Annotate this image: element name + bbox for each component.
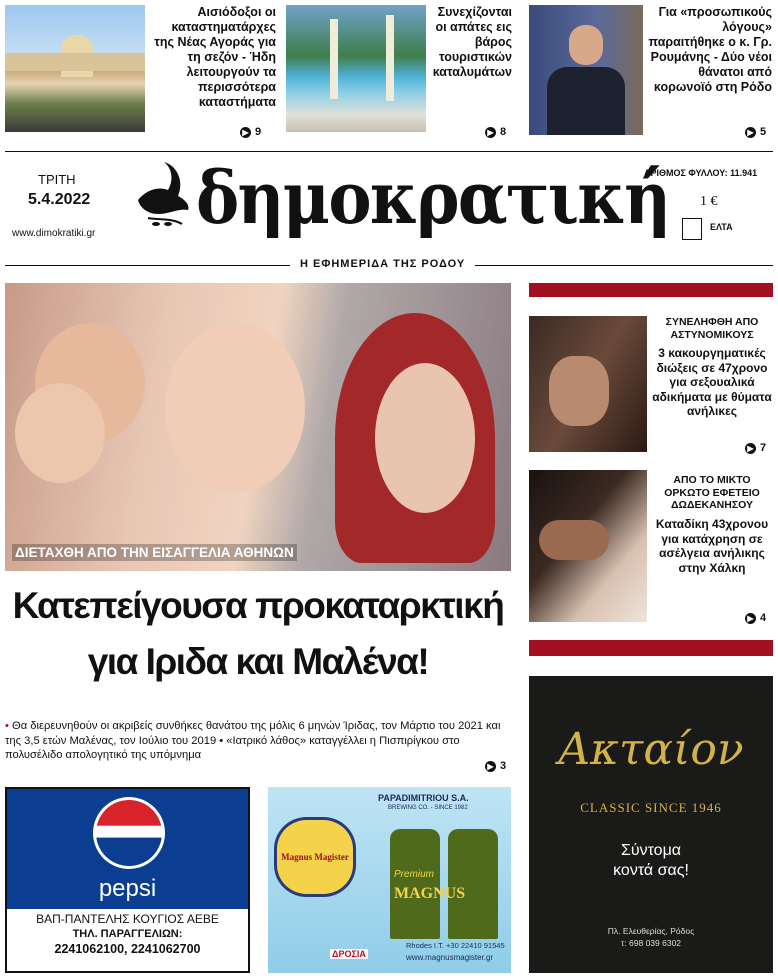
- ad-magnus[interactable]: [268, 787, 511, 973]
- pepsi-phones: 2241062100, 2241062700: [54, 942, 201, 956]
- side-story-1-text[interactable]: 3 κακουργηματικές διώξεις σε 47χρονο για σεξουαλικά αδικήματα με θύματα ανήλικες: [652, 346, 772, 418]
- lead-headline-line1[interactable]: Κατεπείγουσα προκαταρκτική: [12, 585, 504, 626]
- arrow-icon: ▶: [485, 127, 496, 138]
- magnus-contact: Rhodes I.T. +30 22410 91545: [406, 941, 505, 950]
- teaser-2-text[interactable]: Συνεχίζονται οι απάτες εις βάρος τουριστικών καταλυμάτων: [432, 5, 512, 79]
- aktaion-phone: τ: 698 039 6302: [620, 938, 682, 948]
- lead-headline-line2[interactable]: για Ιριδα και Μαλένα!: [87, 641, 429, 682]
- arrow-icon: ▶: [485, 761, 496, 772]
- masthead-day: ΤΡΙΤΗ: [38, 172, 76, 187]
- magnus-sub: BREWING CO. - SINCE 1982: [388, 805, 468, 811]
- teaser-2-pageref[interactable]: ▶ 8: [485, 126, 506, 138]
- lead-photo: [5, 283, 511, 571]
- masthead-issue: ΑΡΙΘΜΟΣ ΦΥΛΛΟΥ: 11.941: [644, 168, 758, 178]
- arrow-icon: ▶: [745, 127, 756, 138]
- lead-pageref[interactable]: ▶ 3: [485, 760, 506, 772]
- pepsi-orders-label: ΤΗΛ. ΠΑΡΑΓΓΕΛΙΩΝ:: [72, 928, 183, 940]
- red-bar-bottom: [529, 640, 773, 656]
- masthead-title: δημοκρατική: [196, 155, 670, 240]
- magnus-label: Magnus Magister: [281, 852, 349, 862]
- arrow-icon: ▶: [240, 127, 251, 138]
- magnus-beer: MAGNUS: [394, 885, 466, 902]
- masthead-price: 1 €: [700, 194, 718, 209]
- side-story-2-text[interactable]: Καταδίκη 43χρονου για κατάχρηση σε ασέλγεια ανήλικης στην Χάλκη: [655, 517, 769, 575]
- lead-summary-text: Θα διερευνηθούν οι ακριβείς συνθήκες θανάτου της μόλις 6 μηνών Ίριδας, τον Μάρτιο του 2021 και της 3,5 ετών Μαλένας, τον Ιούλιο του 2019 • «Ιατρικό λάθος» καταγγέλλει η Πισπιρίγκου στο πολυσέλιδο απολογητικό της υπόμνημα: [5, 720, 501, 761]
- magnus-company: PAPADIMITRIOU S.A.: [378, 793, 469, 803]
- magnus-bottles: [386, 829, 506, 939]
- pepsi-company: ΒΑΠ-ΠΑΝΤΕΛΗΣ ΚΟΥΓΙΟΣ ΑΕΒΕ: [36, 912, 219, 926]
- pepsi-info-box: [7, 909, 248, 971]
- side-story-2-pageref[interactable]: ▶ 4: [745, 612, 766, 624]
- arrow-icon: ▶: [745, 443, 756, 454]
- masthead-date: 5.4.2022: [28, 191, 91, 208]
- aktaion-classic: CLASSIC SINCE 1946: [580, 800, 722, 815]
- magnus-drosia: ΔΡΟΣΙΑ: [332, 949, 366, 959]
- teaser-photo-roumanis: [529, 5, 643, 135]
- elta-logo: ΕΛΤΑ: [710, 222, 733, 232]
- side-story-1-kicker: ΣΥΝΕΛΗΦΘΗ ΑΠΟ ΑΣΤΥΝΟΜΙΚΟΥΣ: [665, 316, 759, 341]
- aktaion-address: Πλ. Ελευθερίας, Ρόδος: [607, 926, 695, 936]
- teaser-photo-new-market: [5, 5, 145, 132]
- red-bar-top: [529, 283, 773, 297]
- side-photo-2: [529, 470, 647, 622]
- side-story-2-kicker: ΑΠΟ ΤΟ ΜΙΚΤΟ ΟΡΚΩΤΟ ΕΦΕΤΕΙΟ ΔΩΔΕΚΑΝΗΣΟΥ: [664, 474, 760, 511]
- postal-stamp: [682, 218, 702, 240]
- side-photo-1: [529, 316, 647, 452]
- teaser-1-text[interactable]: Αισιόδοξοι οι καταστηματάρχες της Νέας Αγοράς για τη σεζόν - Ήδη λειτουργούν τα περισσότερα καταστήματα: [154, 5, 276, 109]
- aktaion-soon: Σύντομα: [620, 842, 682, 859]
- magnus-web[interactable]: www.magnusmagister.gr: [406, 953, 494, 962]
- teaser-1-pageref[interactable]: ▶ 9: [240, 126, 261, 138]
- side-story-1-pageref[interactable]: ▶ 7: [745, 442, 766, 454]
- bullet-icon: •: [5, 720, 9, 732]
- ad-pepsi[interactable]: [5, 787, 250, 973]
- magnus-label-badge: [274, 817, 356, 897]
- arrow-icon: ▶: [745, 613, 756, 624]
- lead-summary: [5, 719, 511, 763]
- aktaion-near: κοντά σας!: [613, 862, 689, 879]
- teaser-photo-pool: [286, 5, 426, 132]
- aktaion-brand: Ακταίον: [558, 724, 744, 775]
- teaser-3-pageref[interactable]: ▶ 5: [745, 126, 766, 138]
- dove-logo-icon: [128, 160, 192, 232]
- masthead-website[interactable]: www.dimokratiki.gr: [12, 228, 96, 239]
- lead-photo-caption: ΔΙΕΤΑΧΘΗ ΑΠΟ ΤΗΝ ΕΙΣΑΓΓΕΛΙΑ ΑΘΗΝΩΝ: [12, 544, 297, 561]
- pepsi-globe-icon: [93, 797, 165, 869]
- teaser-3-text[interactable]: Για «προσωπικούς λόγους» παραιτήθηκε ο κ. Γρ. Ρουμάνης - Δύο νέοι θάνατοι από κορωνοϊό στη Ρόδο: [648, 5, 772, 94]
- pepsi-brand: pepsi: [98, 875, 157, 902]
- masthead-tagline: Η ΕΦΗΜΕΡΙΔΑ ΤΗΣ ΡΟΔΟΥ: [290, 258, 475, 270]
- magnus-premium: Premium: [394, 869, 435, 880]
- ad-aktaion[interactable]: [529, 676, 773, 973]
